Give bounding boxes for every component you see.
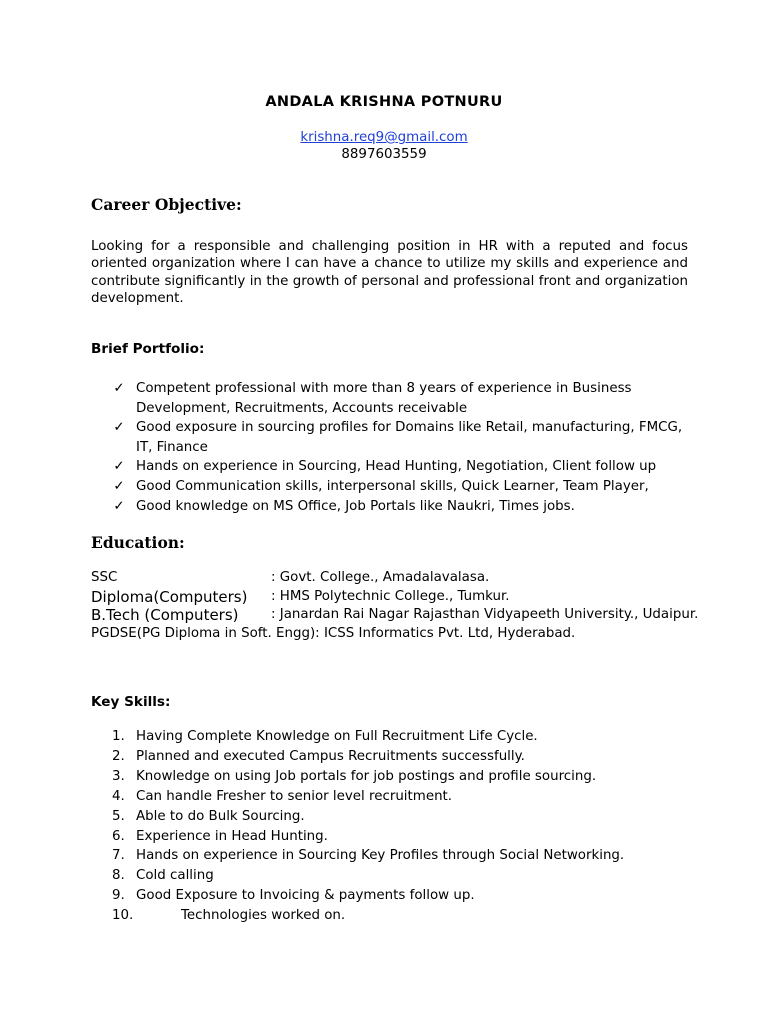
key-skills-heading: Key Skills: [91,694,171,710]
list-item [112,807,712,827]
career-objective-heading: Career Objective: [91,195,242,214]
checkmark-icon: ✓ [113,381,125,396]
phone-number: 8897603559 [341,147,427,162]
item-number: 2. [112,748,125,764]
list-item [112,787,712,807]
list-item [110,418,700,457]
education-label: Diploma(Computers) [91,587,248,606]
brief-portfolio-heading: Brief Portfolio: [91,341,205,357]
education-value: : Janardan Rai Nagar Rajasthan Vidyapeeth University., Udaipur. [271,607,699,622]
education-value: : Govt. College., Amadalavalasa. [271,570,490,585]
list-item [112,767,712,787]
education-table [91,569,711,643]
career-objective-text: Looking for a responsible and challenging position in HR with a reputed and focus oriented organization where I can have a chance to utilize my skills and experience and contribute significantly in the growth of personal and professional front and organization development. [91,239,688,307]
item-number: 4. [112,788,125,804]
checkmark-icon: ✓ [113,459,125,475]
list-item [112,886,712,906]
education-heading: Education: [91,533,185,552]
skill-text: Able to do Bulk Sourcing. [136,808,305,824]
list-item [112,906,712,926]
item-number: 9. [112,888,125,904]
candidate-name: ANDALA KRISHNA POTNURU [265,94,503,110]
checkmark-icon: ✓ [113,420,125,436]
checkmark-icon: ✓ [113,498,125,514]
item-number: 1. [112,729,125,744]
education-row [91,588,711,607]
education-row [91,569,711,588]
skill-text: Hands on experience in Sourcing Key Profiles through Social Networking. [136,848,625,864]
list-item [112,846,712,866]
skill-text: Good Exposure to Invoicing & payments follow up. [136,888,475,904]
skill-text: Having Complete Knowledge on Full Recruitment Life Cycle. [136,729,538,744]
item-number: 10. [112,908,134,924]
list-item [110,477,700,497]
skill-text: Planned and executed Campus Recruitments successfully. [136,748,525,764]
key-skills-list [112,727,712,926]
checkmark-icon: ✓ [113,478,125,494]
item-number: 5. [112,808,125,824]
portfolio-item-text: Good Communication skills, interpersonal skills, Quick Learner, Team Player, [136,478,649,494]
skill-text: Experience in Head Hunting. [136,828,328,844]
list-item [110,379,700,418]
item-number: 6. [112,828,125,844]
portfolio-item-text: Hands on experience in Sourcing, Head Hunting, Negotiation, Client follow up [136,459,657,475]
list-item [112,727,712,747]
item-number: 8. [112,868,125,884]
education-row [91,606,711,625]
pgdse-line: PGDSE(PG Diploma in Soft. Engg): ICSS Informatics Pvt. Ltd, Hyderabad. [91,625,576,641]
portfolio-item-text: Good exposure in sourcing profiles for Domains like Retail, manufacturing, FMCG, IT, Finance [136,420,683,455]
education-value: : HMS Polytechnic College., Tumkur. [271,588,510,604]
list-item [112,866,712,886]
list-item [110,497,700,517]
portfolio-item-text: Good knowledge on MS Office, Job Portals like Naukri, Times jobs. [136,498,575,514]
skill-text: Knowledge on using Job portals for job postings and profile sourcing. [136,768,597,784]
portfolio-item-text: Competent professional with more than 8 years of experience in Business Development, Recruitments, Accounts receivable [136,381,632,416]
portfolio-list [110,379,700,516]
education-label: B.Tech (Computers) [91,606,239,624]
item-number: 7. [112,848,125,864]
email-link[interactable]: krishna.req9@gmail.com [300,130,468,145]
list-item [112,747,712,767]
skill-text: Technologies worked on. [181,908,346,924]
skill-text: Cold calling [136,868,214,884]
skill-text: Can handle Fresher to senior level recruitment. [136,788,453,804]
list-item [112,827,712,847]
list-item [110,457,700,477]
education-label: SSC [91,570,118,585]
item-number: 3. [112,768,125,784]
